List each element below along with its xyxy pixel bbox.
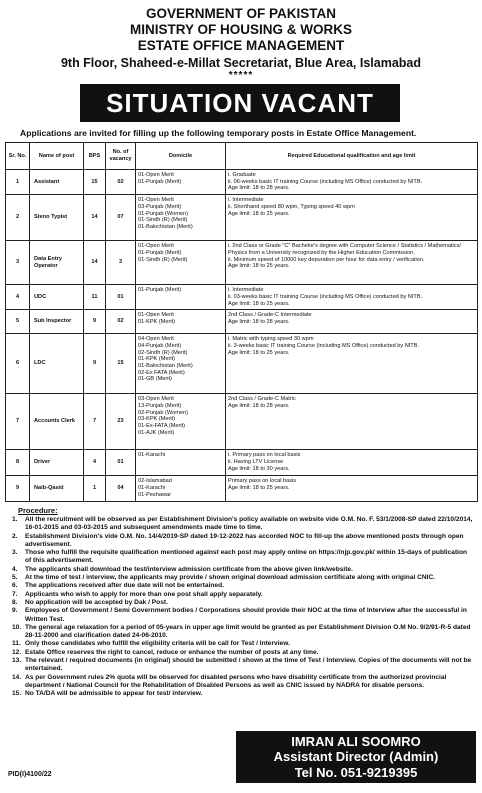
cell-vacancy: 02 [106,310,136,334]
domicile-line: 01-Open Merit [138,243,174,250]
procedure-item-number: 3. [12,549,18,557]
cell-bps: 1 [84,476,106,502]
qualification-line: i. Intermediate [228,197,264,204]
signatory-designation: Assistant Director (Admin) [273,749,439,764]
pid-number: PID(I)4100/22 [8,771,52,778]
procedure-item [8,533,474,550]
procedure-item-text: No application will be accepted by Dak / Post. [25,598,168,606]
header-stars: ***** [228,70,254,81]
cell-qualification [226,394,478,450]
procedure-item [8,607,474,624]
qualification-line: ii. Minimum speed of 10000 key depuration per hour for data entry / verification. [228,256,425,263]
domicile-line: 01-Peshawar [138,491,171,498]
procedure-item-text: At the time of test / interview, the applicants may provide / shown original download admission certificate along with original CNIC. [25,574,436,582]
qualification-line: Age limit: 18 to 28 years. [228,318,290,325]
procedure-item-text: The applicants shall download the test/interview admission certificate from the above given link/website. [25,565,353,573]
table-row [6,170,478,195]
procedure-item-text: No TA/DA will be admissible to appear for test/ interview. [25,690,203,698]
domicile-line: 01-Punjab (Merit) [138,178,182,185]
cell-bps: 9 [84,310,106,334]
header-address: 9th Floor, Shaheed-e-Millat Secretariat, Blue Area, Islamabad [60,56,422,70]
procedure-list [8,516,474,699]
cell-domicile [136,310,226,334]
domicile-line: 01-Karachi [138,484,166,491]
table-header-row [6,143,478,170]
procedure-item [8,657,474,674]
situation-vacant-banner: SITUATION VACANT [80,84,400,122]
table-row [6,476,478,502]
procedure-item [8,566,474,574]
domicile-line: 02-Sindh (R) (Merit) [138,349,188,356]
procedure-item [8,690,474,698]
cell-vacancy: 15 [106,334,136,394]
procedure-item-number: 12. [12,648,22,656]
cell-domicile [136,241,226,285]
domicile-line: 01-GB (Merit) [138,376,172,383]
procedure-item [8,516,474,533]
domicile-line: 01-AJK (Merit) [138,429,175,436]
cell-sr: 1 [6,170,30,195]
cell-domicile [136,450,226,476]
procedure-item-number: 6. [12,582,18,590]
domicile-line: 02-Punjab (Women) [138,409,188,416]
cell-post: Data Entry Operator [30,241,84,285]
header-sr: Sr. No. [6,143,30,170]
domicile-line: 03-KPK (Merit) [138,416,175,423]
qualification-line: i. Intermediate [228,287,264,294]
cell-bps: 7 [84,394,106,450]
table-row [6,450,478,476]
cell-qualification [226,310,478,334]
domicile-line: 01-Open Merit [138,197,174,204]
signatory-name: IMRAN ALI SOOMRO [291,734,421,749]
cell-post: Accounts Clerk [30,394,84,450]
domicile-line: 01-Sindh (R) (Merit) [138,217,188,224]
procedure-item [8,591,474,599]
domicile-line: 01-KPK (Merit) [138,356,175,363]
cell-domicile [136,394,226,450]
qualification-line: Age limit: 18 to 25 years. [228,484,290,491]
qualification-line: Age limit: 18 to 28 years. [228,185,290,192]
table-row [6,310,478,334]
qualification-line: ii. 3-weeks basic IT training Course (including MS Office) conducted by NITB. [228,342,419,349]
cell-sr: 6 [6,334,30,394]
procedure-item-number: 10. [12,623,22,631]
cell-post: Assistant [30,170,84,195]
table-row [6,394,478,450]
table-row [6,285,478,310]
cell-vacancy: 07 [106,195,136,241]
qualification-line: i. Primary pass on local basis [228,452,301,459]
qualification-line: i. Matric with typing speed 30 wpm [228,336,314,343]
cell-sr: 8 [6,450,30,476]
cell-bps: 14 [84,195,106,241]
cell-sr: 4 [6,285,30,310]
procedure-item-text: The applications received after due date will not be entertained. [25,582,224,590]
procedure-item-number: 8. [12,598,18,606]
cell-vacancy: 02 [106,170,136,195]
procedure-item [8,599,474,607]
domicile-line: 01-Karachi [138,452,166,459]
cell-post: Naib-Qasid [30,476,84,502]
cell-qualification [226,170,478,195]
cell-domicile [136,476,226,502]
cell-post: Steno Typist [30,195,84,241]
procedure-item-text: Those who fulfill the requisite qualification mentioned against each post may apply online on https://njp.gov.pk/ within 15-days of publication of this advertisement. [25,549,468,565]
procedure-item-text: The relevant / required documents (in original) should be submitted / shown at the time of Test / Interview. Copies of the documents will not be entertained. [25,657,472,673]
header-vacancy: No. of vacancy [106,143,136,170]
qualification-line: ii. Having LTV License [228,458,284,465]
domicile-line: 02-Ex FATA (Merit) [138,369,185,376]
qualification-line: i. 2nd Class or Grade "C" Bachelor's degree with Computer Science / Statistics / Mathematics/ Physics from a University recognized by the Higher Education Commission. [228,243,461,256]
procedure-item-number: 14. [12,673,22,681]
procedure-item-text: Applicants who wish to apply for more than one post shall apply separately. [25,590,263,598]
procedure-item-number: 2. [12,532,18,540]
cell-vacancy: 01 [106,450,136,476]
header-domicile: Domicile [136,143,226,170]
procedure-item-number: 11. [12,640,21,648]
header-post: Name of post [30,143,84,170]
domicile-line: 03-Open Merit [138,396,174,403]
procedure-item-text: Estate Office reserves the right to cancel, reduce or enhance the number of posts at any time. [25,648,319,656]
procedure-item-number: 9. [12,607,18,615]
procedure-item-number: 13. [12,657,22,665]
qualification-line: Age limit: 18 to 25 years. [228,210,290,217]
procedure-item [8,649,474,657]
domicile-line: 01-Balochistan (Merit) [138,223,193,230]
procedure-item-text: The general age relaxation for a period of 05-years in upper age limit would be granted as per Establishment Division O.M No. 9/2/91-R-5 dated 28-11-2000 and clarification dated 24-06-2010. [25,623,471,640]
domicile-line: 01-Open Merit [138,312,174,319]
header-bps: BPS [84,143,106,170]
procedure-item [8,549,474,566]
cell-post: Sub Inspector [30,310,84,334]
domicile-line: 01-Sindh (R) (Merit) [138,256,188,263]
procedure-item-text: As per Government rules 2% quota will be observed for disabled persons who have disability certificate from the authorized provincial department / National Council for the Rehabilitation of Disabled Persons as well as CNIC issued by NADRA for disable persons. [25,673,447,689]
cell-qualification [226,285,478,310]
cell-qualification [226,241,478,285]
domicile-line: 01-Punjab (Women) [138,210,188,217]
domicile-line: 01-Open Merit [138,172,174,178]
cell-qualification [226,334,478,394]
table-row [6,195,478,241]
header-government: GOVERNMENT OF PAKISTAN [145,6,336,21]
procedure-item-number: 15. [12,690,22,698]
cell-sr: 3 [6,241,30,285]
cell-sr: 5 [6,310,30,334]
domicile-line: 01-KPK (Merit) [138,318,175,325]
qualification-line: Age limit: 18 to 25 years. [228,300,290,307]
domicile-line: 01-Ex-FATA (Merit) [138,423,186,430]
procedure-item [8,674,474,691]
domicile-line: 02-Islamabad [138,478,172,485]
qualification-line: 2nd Class / Grade-C Intermediate [228,312,312,319]
procedure-item-text: Establishment Division's vide O.M. No. 14/4/2019-SP dated 19-12-2022 has accorded NOC to fill-up the above mentioned posts through open advertisement. [25,532,464,548]
header-ministry: MINISTRY OF HOUSING & WORKS [129,22,352,37]
qualification-line: Primary pass on local basis [228,478,297,485]
header-office: ESTATE OFFICE MANAGEMENT [137,38,345,53]
cell-post: Driver [30,450,84,476]
qualification-line: Age limit: 18 to 25 years. [228,263,290,270]
procedure-item [8,574,474,582]
cell-vacancy: 23 [106,394,136,450]
cell-post: UDC [30,285,84,310]
intro-text: Applications are invited for filling up the following temporary posts in Estate Office Management. [20,128,417,138]
qualification-line: Age limit: 18 to 25 years. [228,349,290,356]
domicile-line: 13-Punjab (Merit) [138,402,182,409]
procedure-item-number: 7. [12,590,18,598]
posts-table [5,142,478,502]
header-qualification: Required Educational qualification and age limit [226,143,478,170]
cell-post: LDC [30,334,84,394]
qualification-line: ii. 03-weeks basic IT training Course (including MS Office) conducted by NITB. [228,293,423,300]
cell-vacancy: 04 [106,476,136,502]
qualification-line: i. Graduate [228,172,256,178]
cell-qualification [226,195,478,241]
qualification-line: ii. 06-weeks basic IT training Course (including MS Office) conducted by NITB. [228,178,423,185]
procedure-item-number: 4. [12,565,18,573]
cell-domicile [136,285,226,310]
procedure-item [8,624,474,641]
signatory-phone: Tel No. 051-9219395 [294,765,418,780]
cell-sr: 9 [6,476,30,502]
cell-qualification [226,450,478,476]
procedure-item-text: Only those candidates who fulfill the eligibility criteria will be call for Test / Interview. [25,640,290,648]
cell-domicile [136,195,226,241]
qualification-line: Age limit: 18 to 30 years. [228,465,290,472]
cell-bps: 4 [84,450,106,476]
procedure-item-number: 5. [12,574,18,582]
signature-block [236,731,476,783]
cell-bps: 11 [84,285,106,310]
procedure-item [8,640,474,648]
domicile-line: 01-Punjab (Merit) [138,287,182,294]
domicile-line: 03-Punjab (Merit) [138,203,182,210]
cell-bps: 14 [84,241,106,285]
cell-bps: 9 [84,334,106,394]
domicile-line: 01-Balochistan (Merit) [138,363,193,370]
cell-sr: 7 [6,394,30,450]
procedure-item-number: 1. [12,516,18,523]
domicile-line: 01-Punjab (Merit) [138,249,182,256]
table-row [6,241,478,285]
cell-vacancy: 3 [106,241,136,285]
cell-bps: 15 [84,170,106,195]
procedure-item-text: All the recruitment will be observed as per Establishment Division's policy available on website vide O.M. No. F. 53/1/2008-SP dated 22/10/2014, 16-01-2015 and 03-03-2015 and subsequent amendments made time to time. [25,516,473,532]
posts-table-body [6,170,478,502]
qualification-line: 2nd Class / Grade-C Matric [228,396,296,403]
procedure-item-text: Employees of Government / Semi Government bodies / Corporations should provide their NOC at the time of Interview after the successful in Written Test. [25,607,467,623]
qualification-line: Age limit: 18 to 28 years. [228,402,290,409]
procedure-item [8,582,474,590]
domicile-line: 04-Open Merit [138,336,174,343]
qualification-line: ii. Shorthand speed 80 wpm, Typing speed 40 wpm [228,203,355,210]
cell-qualification [226,476,478,502]
domicile-line: 04-Punjab (Merit) [138,342,182,349]
table-row [6,334,478,394]
procedure-title: Procedure: [18,506,58,515]
cell-domicile [136,334,226,394]
cell-vacancy: 01 [106,285,136,310]
cell-domicile [136,170,226,195]
cell-sr: 2 [6,195,30,241]
